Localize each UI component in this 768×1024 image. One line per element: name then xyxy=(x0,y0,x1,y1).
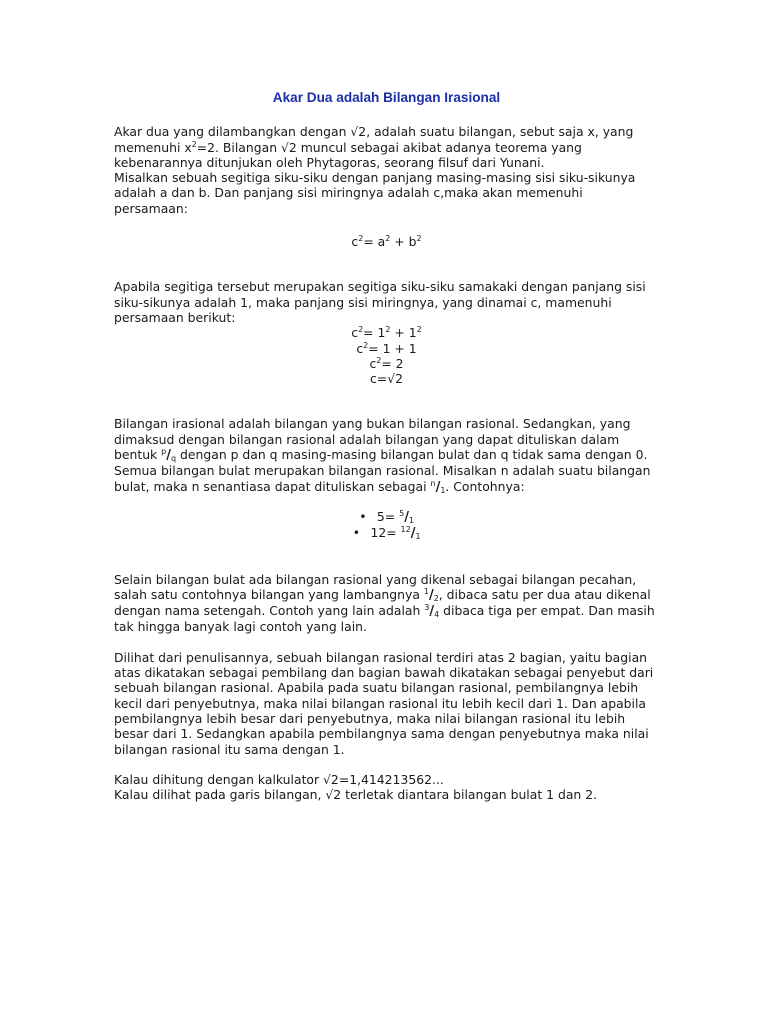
equation-step-3: $c^2= 2$ xyxy=(369,355,404,371)
numerator-denominator-paragraph: Dilihat dari penulisannya, sebuah bilangan rasional terdiri atas 2 bagian, yaitu bagian atas dikatakan sebagai pembilang dan bagian bawah dikatakan sebagai penyebut dari sebuah bilangan rasional. Apabila pada suatu bilangan rasional, pembilangnya lebih kecil dari penyebutnya, maka nilai bilangan rasional itu lebih kecil dari 1. Dan apabila pembilangnya lebih besar dari penyebutnya, maka nilai bilangan rasional itu lebih besar dari 1. Sedangkan apabila pembilangnya sama dengan penyebutnya maka nilai bilangan rasional itu sama dengan 1. xyxy=(114,649,654,757)
equation-step-1: $c^2= 1^2 + 1^2$ xyxy=(351,325,422,341)
irrational-definition-paragraph: Bilangan irasional adalah bilangan yang bukan bilangan rasional. Sedangkan, yang dimaksud dengan bilangan rasional adalah bilangan yang dapat dituliskan dalam bentuk $^p/_q$ dengan p dan q masing-masing bilangan bulat dan q tidak sama dengan 0. Semua bilangan bulat merupakan bilangan rasional. Misalkan n adalah suatu bilangan bulat, maka n senantiasa dapat dituliskan sebagai $^n/_1$. Contohnya: xyxy=(114,416,651,495)
isosceles-paragraph: Apabila segitiga tersebut merupakan segitiga siku-siku samakaki dengan panjang sisi siku-sikunya adalah 1, maka panjang sisi miringnya, yang dinamai c, mamenuhi persamaan berikut: xyxy=(114,279,646,325)
list-item: • $12= ^{12}/_1$ xyxy=(352,525,421,542)
fraction-paragraph: Selain bilangan bulat ada bilangan rasional yang dikenal sebagai bilangan pecahan, salah satu contohnya bilangan yang lambangnya $^1/_2$, dibaca satu per dua atau dikenal dengan nama setengah. Contoh yang lain adalah $^3/_4$ dibaca tiga per empat. Dan masih tak hingga banyak lagi contoh yang lain. xyxy=(114,571,655,635)
examples-list xyxy=(114,509,659,542)
list-item: • $5= ^5/_1$ xyxy=(359,508,415,525)
equation-steps xyxy=(114,325,659,386)
number-line-line: Kalau dilihat pada garis bilangan, √2 terletak diantara bilangan bulat 1 dan 2. xyxy=(114,787,598,803)
pythagoras-equation: $c^2= a^2 + b^2$ xyxy=(351,234,422,250)
intro-paragraph: Akar dua yang dilambangkan dengan √2, adalah suatu bilangan, sebut saja x, yang memenuhi $x^2=2$. Bilangan √2 muncul sebagai akibat adanya teorema yang kebenarannya ditunjukan oleh Phytagoras, seorang filsuf dari Yunani. Misalkan sebuah segitiga siku-siku dengan panjang masing-masing sisi siku-sikunya adalah a dan b. Dan panjang sisi miringnya adalah c,maka akan memenuhi persamaan: xyxy=(114,124,636,216)
bullet-icon: • xyxy=(352,525,361,541)
bullet-icon: • xyxy=(359,508,367,524)
document-title: Akar Dua adalah Bilangan Irasional xyxy=(272,90,501,105)
equation-step-4: c=√2 xyxy=(370,371,403,387)
calculator-line: Kalau dihitung dengan kalkulator √2=1,414213562... xyxy=(114,771,444,787)
equation-step-2: $c^2= 1 + 1$ xyxy=(356,340,417,356)
document-page xyxy=(114,90,659,802)
